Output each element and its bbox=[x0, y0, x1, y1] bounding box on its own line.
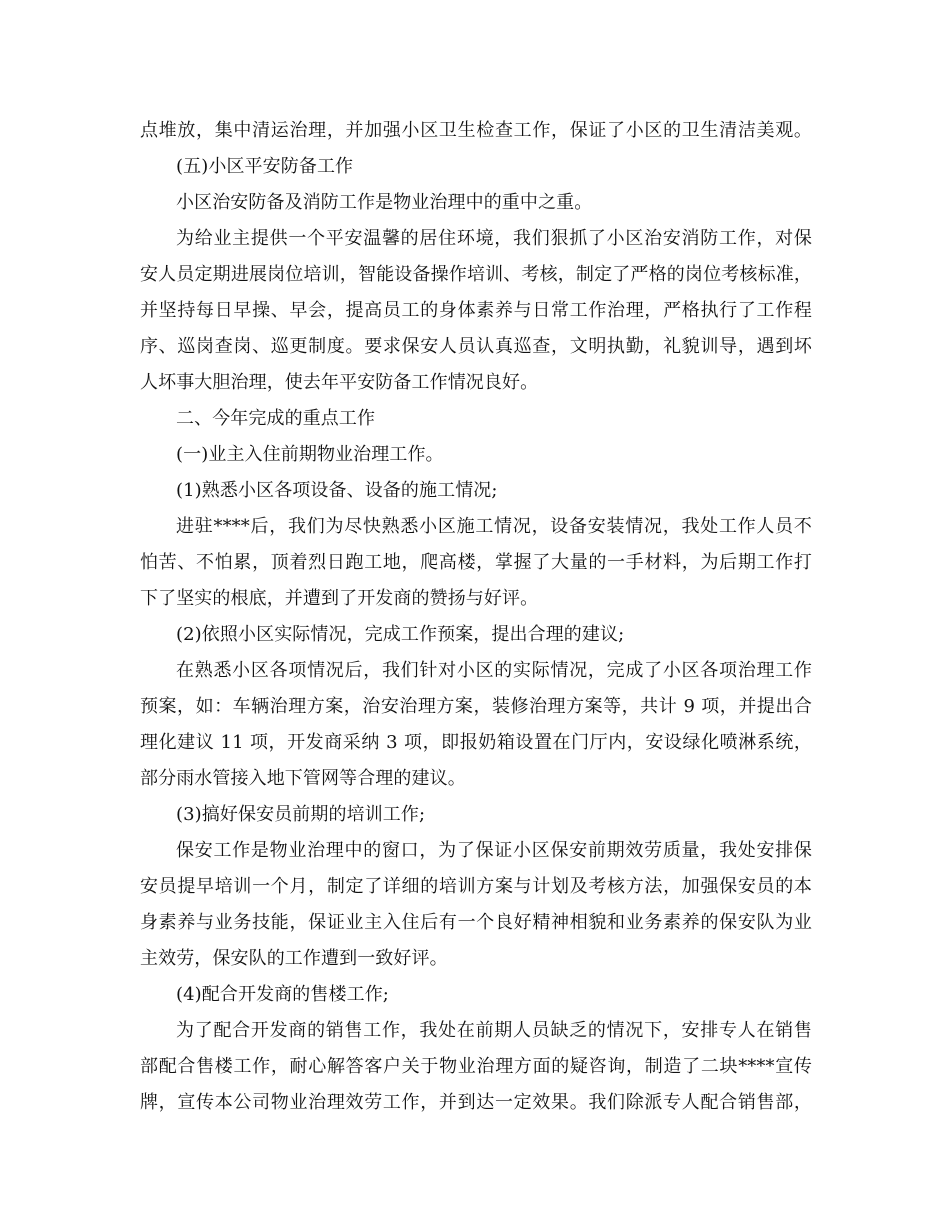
item-heading-3: (3)搞好保安员前期的培训工作; bbox=[176, 804, 426, 825]
text-line-7: 序、巡岗查岗、巡更制度。要求保安人员认真巡查，文明执勤，礼貌训导，遇到坏 bbox=[140, 336, 812, 357]
text-line-8: 人坏事大胆治理，使去年平安防备工作情况良好。 bbox=[140, 372, 539, 393]
text-line-27: 部配合售楼工作，耐心解答客户关于物业治理方面的疑咨询，制造了二块****宣传 bbox=[140, 1056, 812, 1077]
text-line-6: 并坚持每日早操、早会，提高员工的身体素养与日常工作治理，严格执行了工作程 bbox=[140, 300, 812, 321]
section-heading-two: 二、今年完成的重点工作 bbox=[176, 408, 376, 429]
text-line-22: 安员提早培训一个月，制定了详细的培训方案与计划及考核方法，加强保安员的本 bbox=[140, 876, 812, 897]
text-line-19: 部分雨水管接入地下管网等合理的建议。 bbox=[140, 768, 466, 789]
subsection-heading-one: (一)业主入住前期物业治理工作。 bbox=[176, 444, 444, 465]
text-line-21: 保安工作是物业治理中的窗口，为了保证小区保安前期效劳质量，我处安排保 bbox=[176, 840, 812, 861]
text-line-5: 安人员定期进展岗位培训，智能设备操作培训、考核，制定了严格的岗位考核标准， bbox=[140, 264, 812, 285]
text-line-13: 怕苦、不怕累，顶着烈日跑工地，爬高楼，掌握了大量的一手材料，为后期工作打 bbox=[140, 552, 812, 573]
section-heading-five: (五)小区平安防备工作 bbox=[176, 156, 354, 177]
text-line-24: 主效劳，保安队的工作遭到一致好评。 bbox=[140, 948, 448, 969]
item-heading-4: (4)配合开发商的售楼工作; bbox=[176, 984, 389, 1005]
document-body bbox=[140, 113, 812, 1121]
text-line-17: 预案，如：车辆治理方案，治安治理方案，装修治理方案等，共计 9 项，并提出合 bbox=[140, 696, 812, 717]
item-heading-2: (2)依照小区实际情况，完成工作预案，提出合理的建议; bbox=[176, 624, 625, 645]
text-line-18: 理化建议 11 项，开发商采纳 3 项，即报奶箱设置在门厅内，安设绿化喷淋系统， bbox=[140, 732, 812, 753]
text-line-26: 为了配合开发商的销售工作，我处在前期人员缺乏的情况下，安排专人在销售 bbox=[176, 1020, 812, 1041]
text-line-23: 身素养与业务技能，保证业主入住后有一个良好精神相貌和业务素养的保安队为业 bbox=[140, 912, 812, 933]
text-line-12: 进驻****后，我们为尽快熟悉小区施工情况，设备安装情况，我处工作人员不 bbox=[176, 516, 812, 537]
text-line-3: 小区治安防备及消防工作是物业治理中的重中之重。 bbox=[176, 192, 593, 213]
text-line-28: 牌，宣传本公司物业治理效劳工作，并到达一定效果。我们除派专人配合销售部， bbox=[140, 1092, 812, 1113]
text-line-14: 下了坚实的根底，并遭到了开发商的赞扬与好评。 bbox=[140, 588, 539, 609]
item-heading-1: (1)熟悉小区各项设备、设备的施工情况; bbox=[176, 480, 498, 501]
text-line-1: 点堆放，集中清运治理，并加强小区卫生检查工作，保证了小区的卫生清洁美观。 bbox=[140, 120, 812, 141]
text-line-16: 在熟悉小区各项情况后，我们针对小区的实际情况，完成了小区各项治理工作 bbox=[176, 660, 812, 681]
text-line-4: 为给业主提供一个平安温馨的居住环境，我们狠抓了小区治安消防工作，对保 bbox=[176, 228, 812, 249]
